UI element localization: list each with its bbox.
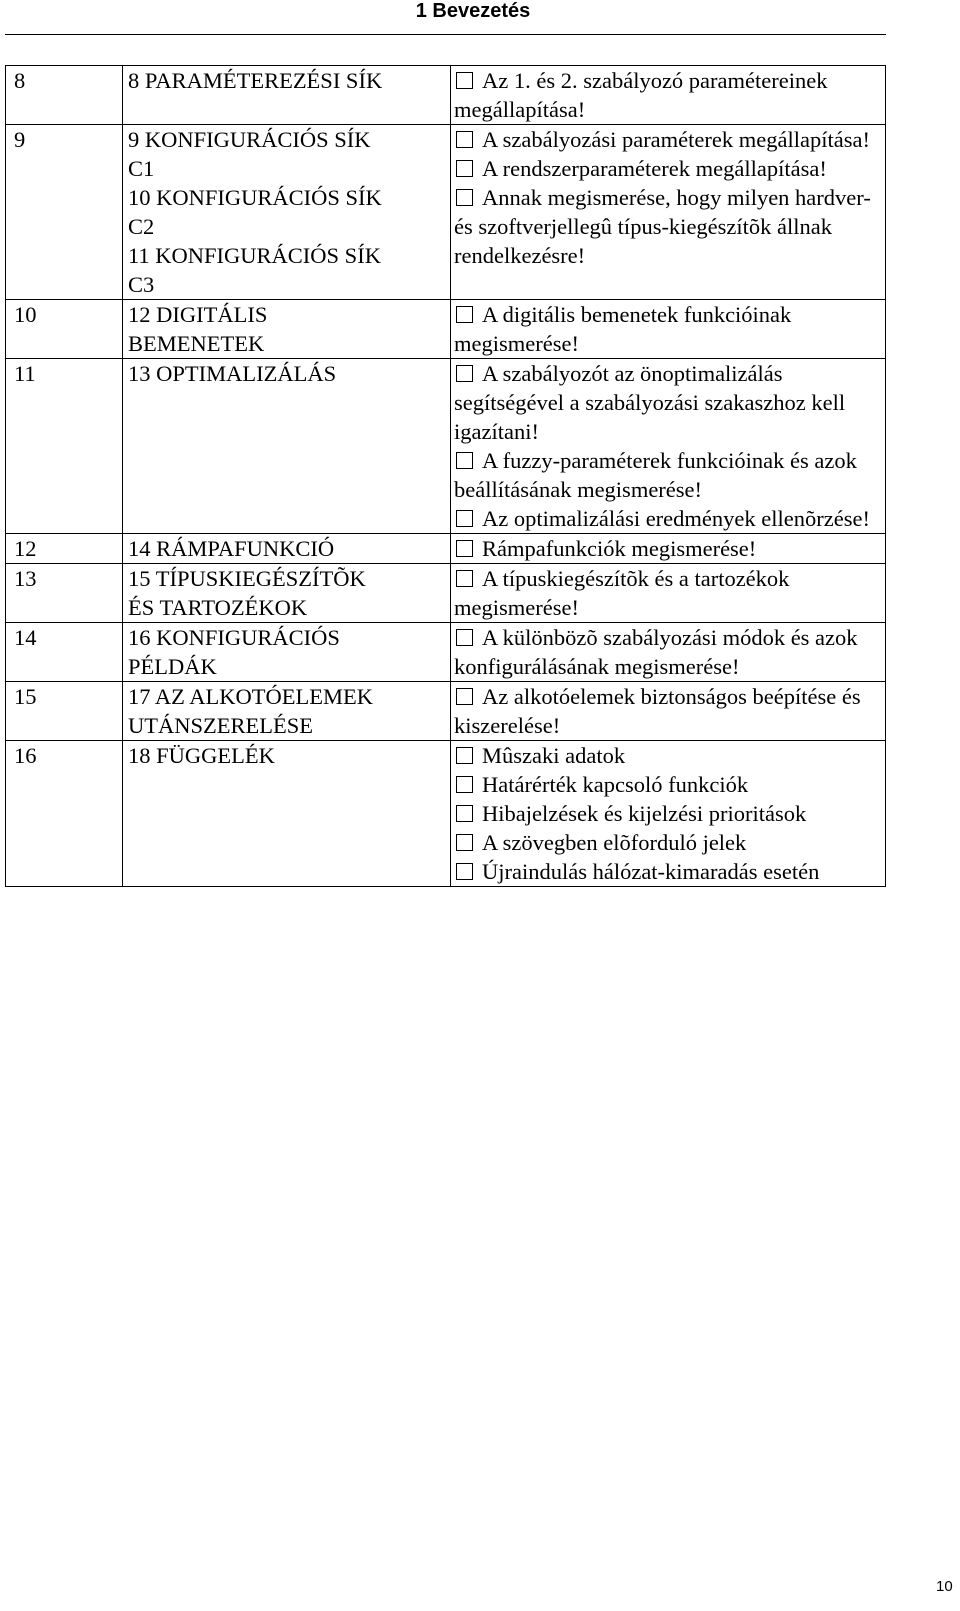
section-title-line: 8 PARAMÉTEREZÉSI SÍK — [128, 68, 383, 93]
section-title-line: C3 — [128, 272, 155, 297]
table-row — [6, 534, 886, 564]
checkbox-icon — [456, 688, 473, 705]
goal-text: A rendszerparaméterek megállapítása! — [482, 156, 827, 181]
section-title — [123, 359, 451, 534]
checkbox-icon — [456, 72, 473, 89]
table-row — [6, 125, 886, 300]
chapter-number: 9 — [6, 125, 123, 300]
goal-text: Újraindulás hálózat-kimaradás esetén — [482, 859, 820, 884]
goal-item — [454, 741, 883, 770]
table-row — [6, 300, 886, 359]
goal-text: Határérték kapcsoló funkciók — [482, 772, 749, 797]
chapter-goals-table — [5, 65, 886, 887]
goals-cell — [451, 534, 886, 564]
goal-item — [454, 682, 883, 740]
section-title-line: 10 KONFIGURÁCIÓS SÍK — [128, 185, 382, 210]
checkbox-icon — [456, 629, 473, 646]
section-title — [123, 300, 451, 359]
table-row — [6, 359, 886, 534]
goal-text: A típuskiegészítõk és a tartozékok megismerése! — [454, 566, 790, 620]
chapter-number: 12 — [6, 534, 123, 564]
goal-text: Mûszaki adatok — [482, 743, 626, 768]
section-title — [123, 623, 451, 682]
goal-text: Az 1. és 2. szabályozó paramétereinek megállapítása! — [454, 68, 828, 122]
goal-item — [454, 300, 883, 358]
section-title-line: BEMENETEK — [128, 331, 265, 356]
goals-cell — [451, 623, 886, 682]
section-title-line: 18 FÜGGELÉK — [128, 743, 275, 768]
section-title — [123, 741, 451, 887]
checkbox-icon — [456, 834, 473, 851]
section-title-line: PÉLDÁK — [128, 654, 217, 679]
goal-item — [454, 857, 883, 886]
goal-item — [454, 504, 883, 533]
goal-text: A különbözõ szabályozási módok és azok konfigurálásának megismerése! — [454, 625, 858, 679]
chapter-number: 16 — [6, 741, 123, 887]
goal-item — [454, 770, 883, 799]
section-title-line: UTÁNSZERELÉSE — [128, 713, 313, 738]
goal-item — [454, 154, 883, 183]
checkbox-icon — [456, 863, 473, 880]
table-row — [6, 66, 886, 125]
checkbox-icon — [456, 365, 473, 382]
goal-text: A digitális bemenetek funkcióinak megismerése! — [454, 302, 792, 356]
checkbox-icon — [456, 776, 473, 793]
section-title — [123, 66, 451, 125]
section-title-line: 9 KONFIGURÁCIÓS SÍK — [128, 127, 371, 152]
goal-text: A szabályozási paraméterek megállapítása! — [482, 127, 870, 152]
checkbox-icon — [456, 570, 473, 587]
goal-text: A szövegben elõforduló jelek — [482, 830, 747, 855]
section-title-line: 11 KONFIGURÁCIÓS SÍK — [128, 243, 381, 268]
goal-item — [454, 534, 883, 563]
checkbox-icon — [456, 452, 473, 469]
section-title — [123, 125, 451, 300]
section-title-line: C2 — [128, 214, 155, 239]
section-title-line: 13 OPTIMALIZÁLÁS — [128, 361, 337, 386]
goal-text: Az alkotóelemek biztonságos beépítése és kiszerelése! — [454, 684, 861, 738]
goal-item — [454, 66, 883, 124]
chapter-number: 15 — [6, 682, 123, 741]
chapter-number: 8 — [6, 66, 123, 125]
goal-text: A szabályozót az önoptimalizálás segítségével a szabályozási szakaszhoz kell igazítani! — [454, 361, 846, 444]
goal-item — [454, 125, 883, 154]
section-title-line: 15 TÍPUSKIEGÉSZÍTÕK — [128, 566, 366, 591]
chapter-number: 11 — [6, 359, 123, 534]
section-title-line: 17 AZ ALKOTÓELEMEK — [128, 684, 373, 709]
goal-item — [454, 564, 883, 622]
checkbox-icon — [456, 306, 473, 323]
goal-item — [454, 623, 883, 681]
checkbox-icon — [456, 805, 473, 822]
checkbox-icon — [456, 160, 473, 177]
goals-cell — [451, 564, 886, 623]
goals-cell — [451, 66, 886, 125]
goal-item — [454, 828, 883, 857]
goals-cell — [451, 359, 886, 534]
goal-text: A fuzzy-paraméterek funkcióinak és azok beállításának megismerése! — [454, 448, 857, 502]
section-title — [123, 682, 451, 741]
checkbox-icon — [456, 189, 473, 206]
checkbox-icon — [456, 747, 473, 764]
chapter-number: 14 — [6, 623, 123, 682]
table-row — [6, 623, 886, 682]
table-row — [6, 564, 886, 623]
goal-item — [454, 183, 883, 270]
chapter-number: 10 — [6, 300, 123, 359]
goals-cell — [451, 682, 886, 741]
section-title — [123, 564, 451, 623]
page-number: 10 — [936, 1578, 953, 1595]
checkbox-icon — [456, 540, 473, 557]
goals-cell — [451, 300, 886, 359]
section-title-line: ÉS TARTOZÉKOK — [128, 595, 308, 620]
table-row — [6, 741, 886, 887]
goal-item — [454, 359, 883, 446]
section-title-line: 16 KONFIGURÁCIÓS — [128, 625, 340, 650]
goals-cell — [451, 741, 886, 887]
goal-item — [454, 799, 883, 828]
header-rule — [5, 34, 886, 35]
goal-item — [454, 446, 883, 504]
section-title-line: C1 — [128, 156, 155, 181]
checkbox-icon — [456, 131, 473, 148]
chapter-number: 13 — [6, 564, 123, 623]
running-header — [0, 0, 946, 22]
goal-text: Az optimalizálási eredmények ellenõrzése! — [482, 506, 870, 531]
chapter-title: 1 Bevezetés — [415, 0, 531, 22]
table-row — [6, 682, 886, 741]
goals-cell — [451, 125, 886, 300]
goal-text: Annak megismerése, hogy milyen hardver- és szoftverjellegû típus-kiegészítõk állnak rendelkezésre! — [454, 185, 871, 268]
goal-text: Hibajelzések és kijelzési prioritások — [482, 801, 807, 826]
section-title-line: 14 RÁMPAFUNKCIÓ — [128, 536, 335, 561]
section-title — [123, 534, 451, 564]
goal-text: Rámpafunkciók megismerése! — [482, 536, 757, 561]
checkbox-icon — [456, 510, 473, 527]
section-title-line: 12 DIGITÁLIS — [128, 302, 268, 327]
